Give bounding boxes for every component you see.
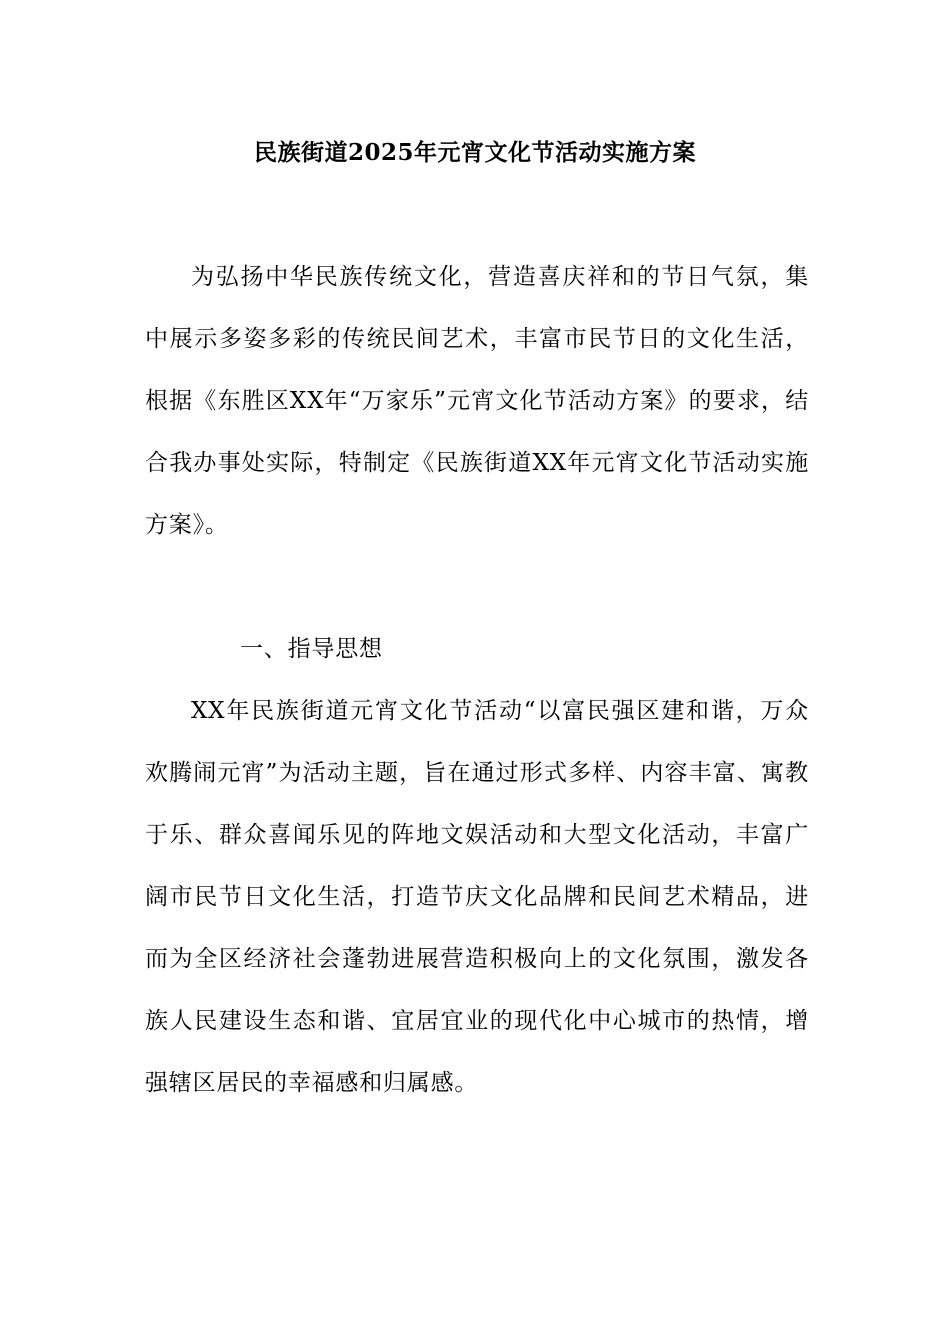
guiding-ideology-paragraph: XX年民族街道元宵文化节活动“以富民强区建和谐，万众欢腾闹元宵”为活动主题，旨在通过形式多样、内容丰富、寓教于乐、群众喜闻乐见的阵地文娱活动和大型文化活动，丰富广阔市民节日文化生活，打造节庆文化品牌和民间艺术精品，进而为全区经济社会蓬勃进展营造积极向上的文化氛围，激发各族人民建设生态和谐、宜居宜业的现代化中心城市的热情，增强辖区居民的幸福感和归属感。	[145, 698, 809, 1096]
intro-paragraph: 为弘扬中华民族传统文化，营造喜庆祥和的节日气氛，集中展示多姿多彩的传统民间艺术，丰富市民节日的文化生活，根据《东胜区XX年“万家乐”元宵文化节活动方案》的要求，结合我办事处实际，特制定《民族街道XX年元宵文化节活动实施方案》。	[145, 264, 809, 538]
document-title: 民族街道2025年元宵文化节活动实施方案	[253, 139, 696, 166]
section-heading-guiding-ideology: 一、指导思想	[240, 636, 383, 662]
